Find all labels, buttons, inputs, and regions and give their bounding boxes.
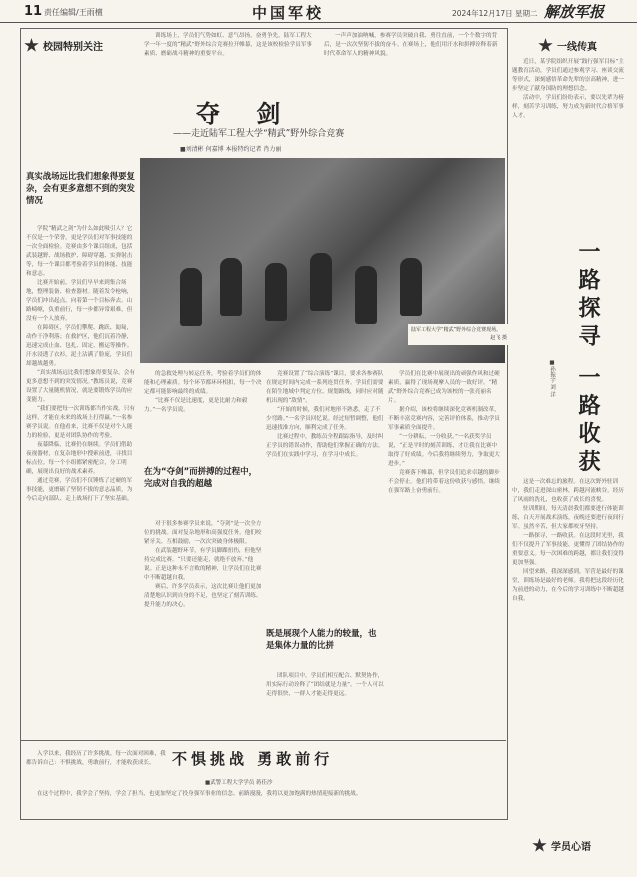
body-text-col-2b: 对于很多参赛学员来说，“夺剑”是一次全方位的挑战。面对复杂地形和高强度任务，他们咬紧牙关、互相鼓励，一次次突破身体极限。 在武装越野环节，有学员脚踝扭伤，但他坚持完成比赛。“只要还能走，就绝不放弃。”他说。正是这种永不言败的精神，让学员们在比赛中不断超越自我。 赛后，许多学员表示，这次比赛让他们更加清楚地认识到自身的不足，也坚定了刻苦训练、提升能力的决心。 — [144, 521, 262, 608]
photo-credit: 赵飞 摄 — [490, 334, 507, 341]
body-text-col-2a: 的急救处理与转运任务，考验着学员们的体能和心理素质。每个环节都环环相扣，每一个决定都可能影响最终的成绩。 “比赛不仅是比速度，更是比耐力和毅力。”一名学员说。 — [144, 371, 262, 413]
left-column-header — [24, 38, 103, 53]
left-body-text: 学院“精武之剑”为什么如此吸引人？它不仅是一个荣誉，更是学员们对军事技能的一次全面检验。竞赛由多个课目组成，包括武装越野、战场救护、障碍穿越、实弹射击等，每一个课目都考验着学员的体能、技能和意志。 比赛开始前，学员们早早来到集合场地，整理装备、检查器材。随着发令枪响，学员们冲出起点，向着第一个目标奔去。山路崎岖，负重前行，每一步都异常艰难，但没有一个人放弃。 在障碍区，学员们攀爬、跳跃、匍匐，动作干净利落；在救护区，他们沉着冷静，迅速完成止血、包扎、固定、搬运等操作。汗水浸透了衣衫，泥土沾满了脸庞，学员们却越战越勇。 “真实战场远比我们想象得要复杂，会有更多意想不到的突发情况。”教练员说，竞赛设置了大量随机情况，就是要锻炼学员的应变能力。 “我们要把每一次训练都当作实战，只有这样，才能在未来的战场上打得赢。”一名参赛学员说。在他看来，比赛不仅是对个人能力的检验，更是对团队协作的考验。 夜幕降临，比赛仍在继续。学员们借助夜视器材，在复杂地形中搜索前进，寻找目标点位。每一个小组都紧密配合，分工明确，展现出良好的战术素养。 通过竞赛，学员们不仅锤炼了过硬的军事技能，更磨砺了坚韧不拔的意志品质，为今后走向部队、走上战场打下了坚实基础。 — [26, 226, 135, 502]
soldier-figure — [355, 266, 377, 324]
left-column-title: 校园特别关注 — [43, 42, 103, 53]
article-subtitle: ——走近陆军工程大学“精武”野外综合竞赛 — [173, 129, 345, 139]
soldier-figure — [265, 263, 287, 321]
right-column-header — [538, 38, 597, 53]
newspaper-logo: 解放军报 — [544, 3, 605, 21]
bottom-article-title: 不惧挑战 勇敢前行 — [172, 750, 334, 768]
issue-date: 2024年12月17日 星期二 — [452, 9, 538, 18]
student-voice-header — [532, 838, 591, 853]
intro-text-block-2: 一声声加油呐喊，参赛学员突破自我、勇往直前，一个个数字的背后，是一次次坚韧不拔的奋斗。在赛场上，他们用汗水和拼搏诠释着新时代革命军人的精神风貌。 — [324, 33, 498, 57]
bottom-text-wide: 在这个过程中，我学会了坚持，学会了担当，也更加坚定了投身强军事业的信念。前路漫漫，我将以更加饱满的热情迎接新的挑战。 — [37, 791, 362, 797]
right-column-title: 一线传真 — [557, 42, 597, 53]
lede-quote: 真实战场远比我们想象得要复杂，会有更多意想不到的突发情况 — [26, 171, 135, 205]
soldier-figure — [220, 258, 242, 316]
page-number: 11 — [24, 4, 43, 19]
intro-text-block-1: 训练场上，学员们气势如虹、意气昂扬，奋勇争先，陆军工程大学一年一度的“精武”野外综合竞赛拉开帷幕，这是该校检验学员军事素质、磨砺战斗精神的重要平台。 — [144, 33, 312, 57]
soldier-figure — [310, 253, 332, 311]
student-voice-title: 学员心语 — [551, 842, 591, 853]
soldier-figure — [180, 268, 202, 326]
bottom-article-byline: ■武警工程大学学员 蒋佳沙 — [205, 780, 273, 786]
bottom-text-left: 入学以来，我经历了许多挑战。每一次面对困难，我都告诉自己：不惧挑战，勇敢前行，才能收获成长。 — [26, 751, 166, 766]
editor-credit: 责任编辑/王雨檀 — [44, 8, 103, 17]
right-top-text: 近日，某学院组织开展“践行强军目标”主题教育活动，学员们通过参观学习、座谈交流等形式，深刻感悟革命先辈的崇高精神，进一步坚定了献身国防的理想信念。 活动中，学员们纷纷表示，要以先辈为榜样，刻苦学习训练，努力成为新时代合格军事人才。 — [512, 59, 624, 119]
star-icon — [24, 38, 39, 53]
article-byline: ■刘清彬 何嘉博 本报特约记者 肖力丽 — [180, 146, 282, 153]
divider-line — [20, 740, 506, 741]
soldier-figure — [400, 258, 422, 316]
photo-caption — [408, 324, 510, 345]
right-feature-byline: ■孙振宇 刘 洋 — [549, 360, 555, 397]
page-header — [0, 0, 637, 23]
article-title: 夺 剑 — [196, 99, 295, 128]
right-body-text: 这是一次难忘的旅程。在这次野外驻训中，我们走进深山密林，跨越河流峡谷，经历了风雨的洗礼，也收获了成长的喜悦。 驻训期间，每天清晨我们都要进行体能训练，白天开展战术演练，夜晚还要进行夜间行军。虽然辛苦，但大家都咬牙坚持。 一路探寻，一路收获。在这段时光里，我们不仅提升了军事技能，更懂得了团结协作的重要意义。每一次困难的跨越，都让我们变得更加坚强。 回望来路，我深深感到，军营是最好的课堂，训练场是最好的老师。我将把这段经历化为前进的动力，在今后的学习训练中不断超越自我。 — [512, 479, 624, 602]
photo-caption-text: 陆军工程大学“精武”野外综合竞赛现场。 — [411, 327, 502, 333]
star-icon — [532, 838, 547, 853]
right-feature-title: 一路探寻 一路收获 — [575, 240, 601, 478]
body-text-col-3b: 团队项目中，学员们相互配合、默契协作，用实际行动诠释了“团结就是力量”。一个人可以走得很快，一群人才能走得更远。 — [266, 673, 384, 697]
section-heading-1: 在为“夺剑”而拼搏的过程中，完成对自我的超越 — [144, 467, 258, 489]
star-icon — [538, 38, 553, 53]
section-title: 中国军校 — [252, 4, 325, 22]
body-text-col-3a: 竞赛设置了“综合演练”课目，要求各参赛队在规定时间内完成一系列连贯任务。学员们需要在陌生地域中判定方位、规划路线，同时应对随机出现的“敌情”。 “开始的时候，我们对地形不熟悉，走了不少弯路。”一名学员回忆说。经过短暂调整，他们迅速找准方向，顺利完成了任务。 比赛过程中，教练员全程跟踪指导，及时纠正学员的错误动作，帮助他们掌握正确的方法。学员们在实践中学习，在学习中成长。 — [266, 371, 384, 458]
body-text-col-4: 学员们在比赛中展现出的顽强作风和过硬素质，赢得了现场观摩人员的一致好评。“精武”野外综合竞赛已成为该校的一张亮丽名片。 据介绍，该校将继续深化竞赛机制改革，不断丰富竞赛内容，完善评价体系，推动学员军事素质全面提升。 “一分耕耘，一分收获。”一名获奖学员说，“正是平时的刻苦训练，才让我在比赛中取得了好成绩。今后我将继续努力，争取更大进步。” 竞赛落下帷幕，但学员们追求卓越的脚步不会停止。他们将带着这份收获与感悟，继续在强军路上奋勇前行。 — [388, 371, 500, 494]
section-heading-2: 既是展现个人能力的较量，也是集体力量的比拼 — [266, 629, 377, 651]
